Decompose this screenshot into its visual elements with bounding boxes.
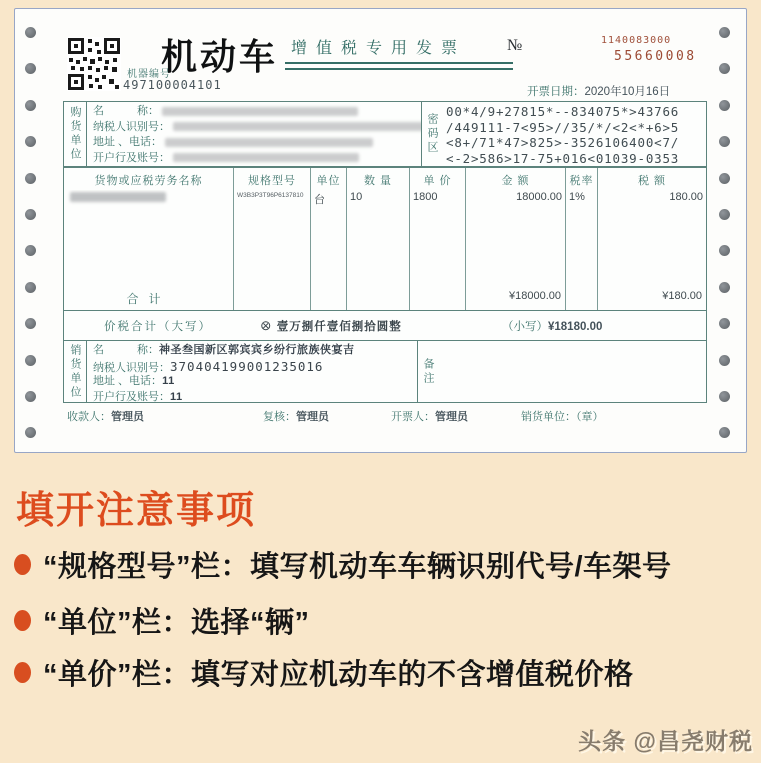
password-line: <8+/71*47>825>-3526106400<7/: [446, 135, 680, 150]
seller-side-label: 销货单位: [69, 343, 81, 400]
tractor-feed-hole: [719, 355, 730, 366]
redacted-value: [162, 107, 358, 116]
invoice-code-bottom: 55660008: [614, 49, 697, 64]
watermark-text: 头条 @昌尧财税: [578, 728, 753, 754]
item-amount-value: 18000.00: [466, 190, 566, 210]
buyer-row-bank: 开户行及账号：: [93, 151, 415, 167]
item-tax-value: 180.00: [669, 191, 703, 203]
remark-area: [438, 341, 706, 402]
items-table: [63, 167, 707, 311]
tractor-feed-hole: [25, 391, 36, 402]
issue-date-value: 2020年10月16日: [584, 86, 671, 98]
total-tax-value: ¥180.00: [662, 290, 702, 302]
signature-row: [63, 408, 707, 424]
seller-row-address: 地址 、电话：11: [93, 375, 175, 387]
notes-title: 填开注意事项: [16, 490, 257, 532]
buyer-row-taxid: 纳税人识别号：: [93, 120, 415, 136]
tractor-feed-hole: [719, 427, 730, 438]
tractor-feed-hole: [25, 27, 36, 38]
sum-small-amount: （小写）¥18180.00: [502, 320, 603, 333]
seller-side-cell: [64, 341, 87, 402]
redacted-value: [173, 153, 359, 162]
tractor-feed-hole: [25, 427, 36, 438]
tractor-feed-hole: [25, 318, 36, 329]
note-text: “单位”栏：选择“辆”: [43, 607, 310, 639]
note-item-unit: [14, 600, 310, 641]
header-quantity: 数 量: [347, 168, 410, 190]
item-name-cell: [64, 190, 234, 210]
note-item-spec: [14, 544, 672, 585]
bullet-icon: [14, 662, 31, 683]
seller-seal-field: 销货单位：（章）: [521, 411, 604, 423]
machine-no-value: 497100004101: [123, 78, 222, 92]
sum-row: [63, 311, 707, 341]
invoice-paper: [14, 8, 747, 453]
tractor-feed-hole: [25, 100, 36, 111]
seller-info: [87, 341, 417, 402]
reviewer-field: 复核：管理员: [263, 411, 329, 423]
password-line: /449111-7<95>//35/*/<2<*+6>5: [446, 119, 680, 135]
total-amount-value: ¥18000.00: [466, 284, 566, 310]
remark-label: 备注: [422, 357, 434, 386]
tractor-feed-hole: [719, 173, 730, 184]
sum-label: 价税合计（大写）: [104, 320, 212, 333]
header-goods-name: 货物或应税劳务名称: [64, 168, 234, 190]
tractor-feed-hole: [719, 391, 730, 402]
item-unit-value: 台: [311, 190, 347, 210]
tractor-feed-hole: [25, 136, 36, 147]
qr-code-icon: [67, 37, 121, 91]
header-unit: 单位: [311, 168, 347, 190]
invoice-title: 机动车: [161, 36, 279, 77]
sum-amount-words: ⊗ 壹万捌仟壹佰捌拾圆整: [260, 320, 402, 333]
buyer-row-name: 名 称：: [93, 104, 415, 120]
total-row-label: 合计: [64, 284, 234, 310]
tractor-feed-hole: [719, 282, 730, 293]
redacted-value: [173, 122, 421, 131]
drawer-field: 开票人：管理员: [391, 411, 468, 423]
tractor-feed-hole: [719, 100, 730, 111]
tractor-feed-hole: [719, 136, 730, 147]
password-area: [442, 102, 706, 166]
remark-side-cell: [417, 341, 438, 402]
header-tax-amount: 税 额: [637, 175, 667, 187]
tractor-feed-hole: [719, 209, 730, 220]
tractor-feed-hole: [25, 355, 36, 366]
buyer-section: [63, 101, 707, 167]
buyer-row-address: 地址 、电话：: [93, 135, 415, 151]
buyer-info: [87, 102, 421, 166]
tractor-feed-hole: [25, 173, 36, 184]
bullet-icon: [14, 554, 31, 575]
header-unit-price: 单 价: [410, 168, 466, 190]
item-tax-rate-value: 1%: [566, 190, 598, 210]
numero-symbol: №: [507, 37, 523, 54]
item-price-value: 1800: [410, 190, 466, 210]
tractor-feed-hole: [719, 27, 730, 38]
issue-date: [527, 83, 670, 99]
note-item-price: [14, 652, 634, 693]
invoice-subtitle: 增值税专用发票: [291, 40, 467, 57]
password-side-label: 密码区: [426, 113, 438, 155]
bullet-icon: [14, 610, 31, 631]
header-amount: 金 额: [466, 168, 566, 190]
note-text: “单价”栏：填写对应机动车的不含增值税价格: [43, 659, 634, 691]
password-line: <-2>586>17-75+016<01039-0353: [446, 150, 680, 166]
subtitle-underline: [285, 62, 513, 70]
tractor-feed-hole: [719, 245, 730, 256]
password-line: 00*4/9+27815*--834075*>43766: [446, 104, 680, 119]
note-text: “规格型号”栏：填写机动车车辆识别代号/车架号: [43, 551, 672, 583]
password-side-cell: [421, 102, 442, 166]
tractor-feed-hole: [25, 245, 36, 256]
redacted-value: [165, 138, 373, 147]
header-spec-model: 规格型号: [234, 168, 311, 190]
buyer-side-label: 购货单位: [69, 106, 81, 162]
issue-date-label: 开票日期：: [527, 86, 585, 98]
seller-row-name: 名 称：神圣叁国新区郭宾宾乡纷行旅族侠宴吉: [93, 344, 355, 356]
tractor-feed-hole: [25, 209, 36, 220]
tractor-feed-hole: [25, 63, 36, 74]
seller-row-bank: 开户行及账号：11: [93, 390, 183, 402]
tractor-feed-hole: [25, 282, 36, 293]
tractor-feed-hole: [719, 63, 730, 74]
invoice-code-top: 1140083000: [601, 35, 672, 46]
seller-section: [63, 341, 707, 403]
redacted-value: [70, 192, 166, 202]
item-spec-value: W3B3P3T96P6137810: [234, 190, 311, 210]
seller-row-taxid: 纳税人识别号：370404199001235016: [93, 358, 324, 374]
payee-field: 收款人：管理员: [67, 411, 144, 423]
buyer-side-cell: [64, 102, 87, 166]
machine-no-label: 机器编号: [127, 69, 171, 80]
header-tax-rate: 税率: [566, 168, 598, 190]
item-qty-value: 10: [347, 190, 410, 210]
tractor-feed-hole: [719, 318, 730, 329]
